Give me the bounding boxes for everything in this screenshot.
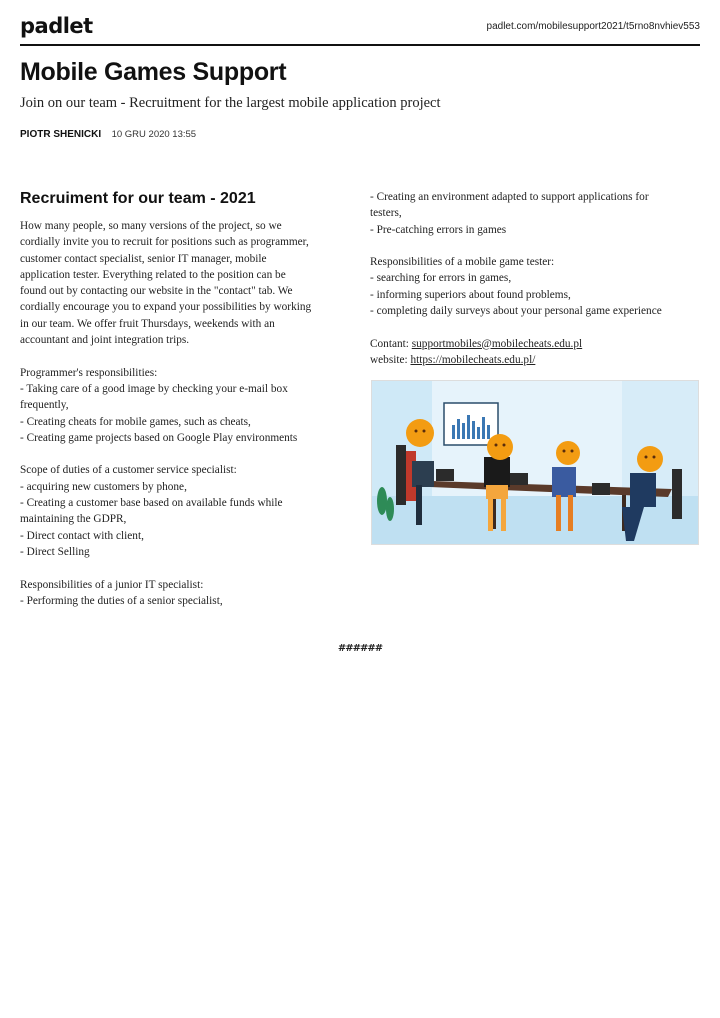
body-line — [20, 560, 350, 576]
body-line — [370, 238, 700, 254]
padlet-logo[interactable]: padlet — [20, 14, 93, 38]
page-subtitle: Join on our team - Recruitment for the largest mobile application project — [20, 95, 441, 111]
meeting-illustration-icon — [372, 381, 699, 545]
contact-label: Contant: — [370, 337, 409, 350]
body-line — [370, 319, 700, 335]
body-line: testers, — [370, 207, 402, 220]
body-line: application tester. Everything related to the position can be — [20, 268, 286, 281]
post-title: Recruiment for our team - 2021 — [20, 190, 256, 207]
top-bar — [20, 14, 700, 44]
body-line: Responsibilities of a junior IT specialist: — [20, 578, 204, 591]
website-line — [370, 352, 700, 368]
website-link[interactable]: https://mobilecheats.edu.pl/ — [410, 353, 536, 366]
body-line: - Performing the duties of a senior specialist, — [20, 594, 223, 607]
body-line: - Taking care of a good image by checking your e-mail box — [20, 382, 288, 395]
body-line: - Creating a customer base based on available funds while — [20, 497, 283, 510]
body-line: - Creating an environment adapted to support applications for — [370, 191, 649, 203]
page-title: Mobile Games Support — [20, 58, 287, 86]
post-body-left — [20, 218, 350, 609]
body-line — [20, 446, 350, 462]
body-line: customer contact specialist, senior IT manager, mobile — [20, 252, 267, 265]
body-line: maintaining the GDPR, — [20, 513, 127, 526]
body-line: - acquiring new customers by phone, — [20, 480, 187, 493]
header-divider — [20, 44, 700, 46]
post-meta — [20, 124, 196, 142]
contact-line — [370, 336, 700, 352]
post-date: 10 GRU 2020 13:55 — [111, 129, 197, 140]
body-line: cordially invite you to recruit for positions such as programmer, — [20, 236, 309, 249]
body-line: Scope of duties of a customer service specialist: — [20, 464, 237, 477]
body-line: - Pre-catching errors in games — [370, 223, 507, 236]
website-label: website: — [370, 353, 408, 366]
post-column-left — [20, 190, 350, 609]
body-line: in our team. We offer fruit Thursdays, weekends with an — [20, 317, 275, 330]
body-line: accountant and joint integration trips. — [20, 334, 190, 347]
meeting-illustration[interactable] — [371, 380, 699, 545]
author-name: PIOTR SHENICKI — [20, 129, 102, 140]
body-line: - Direct contact with client, — [20, 529, 144, 542]
body-line: - completing daily surveys about your personal game experience — [370, 305, 662, 318]
body-line: - Creating cheats for mobile games, such as cheats, — [20, 415, 251, 428]
footer-mark: ###### — [337, 643, 383, 654]
body-line: cordially encourage you to expand your possibilities by working — [20, 301, 312, 314]
body-line: found out by contacting our website in the "contact" tab. We — [20, 285, 293, 298]
body-line: How many people, so many versions of the project, so we — [20, 220, 282, 232]
body-line: - informing superiors about found problems, — [370, 288, 571, 301]
body-line: Responsibilities of a mobile game tester: — [370, 256, 555, 269]
post-column-right — [370, 189, 700, 368]
post-body-right — [370, 189, 700, 336]
body-line: - searching for errors in games, — [370, 272, 512, 285]
body-line: frequently, — [20, 399, 69, 412]
body-line — [20, 348, 350, 364]
body-line: - Direct Selling — [20, 545, 90, 558]
page-url: padlet.com/mobilesupport2021/t5rno8nvhiev553 — [486, 21, 700, 32]
contact-email-link[interactable]: supportmobiles@mobilecheats.edu.pl — [411, 337, 583, 350]
body-line: - Creating game projects based on Google Play environments — [20, 431, 298, 444]
body-line: Programmer's responsibilities: — [20, 366, 158, 379]
